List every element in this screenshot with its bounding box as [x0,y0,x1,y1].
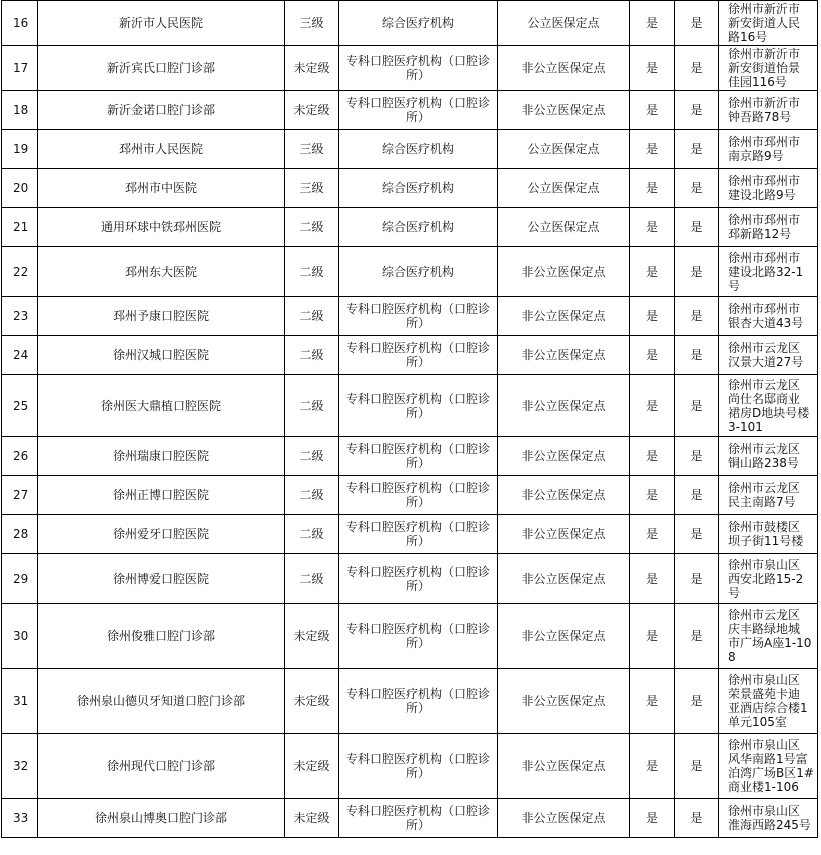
cell-flag-b: 是 [675,669,719,734]
cell-level: 未定级 [285,734,339,799]
cell-address [719,375,818,437]
table-row [2,208,818,247]
address-line: 建设北路9号 [728,188,796,202]
cell-level: 二级 [285,515,339,554]
address-line: 徐州市泉山区 [728,804,801,818]
address-line: 新安街道怡景 [728,61,801,75]
address-line: 新安街道人民 [728,16,801,30]
cell-flag-b: 是 [675,1,719,46]
cell-flag-a: 是 [630,669,675,734]
cell-number: 18 [2,91,38,130]
address-line: 徐州市泉山区 [728,738,801,752]
cell-flag-b: 是 [675,297,719,336]
address-line: 市广场A座1-10 [728,636,812,650]
address-line: 荣景盛苑卡迪 [728,687,801,701]
cell-institution-name: 徐州泉山博奥口腔门诊部 [38,799,285,838]
cell-institution-type: 综合医疗机构 [339,208,498,247]
cell-number: 20 [2,169,38,208]
cell-flag-b: 是 [675,476,719,515]
cell-number: 33 [2,799,38,838]
cell-number: 31 [2,669,38,734]
cell-address [719,336,818,375]
cell-flag-a: 是 [630,247,675,297]
cell-level: 二级 [285,476,339,515]
address-line: 建设北路32-1 [728,264,804,279]
cell-address [719,247,818,297]
cell-level: 三级 [285,130,339,169]
cell-level: 二级 [285,208,339,247]
address-line: 徐州市云龙区 [728,377,801,392]
cell-address [719,1,818,46]
cell-flag-b: 是 [675,46,719,91]
cell-number: 23 [2,297,38,336]
cell-level: 二级 [285,247,339,297]
cell-number: 16 [2,1,38,46]
cell-institution-name: 徐州爱牙口腔医院 [38,515,285,554]
address-line: 8 [728,650,736,664]
address-line: 徐州市邳州市 [728,135,801,149]
cell-insurance-category: 非公立医保定点 [498,437,630,476]
cell-number: 21 [2,208,38,247]
cell-institution-type: 专科口腔医疗机构（口腔诊所） [339,297,498,336]
table-row [2,169,818,208]
address-line: 商业楼1-106 [728,780,799,794]
cell-level: 二级 [285,554,339,604]
cell-address [719,604,818,669]
cell-insurance-category: 非公立医保定点 [498,91,630,130]
cell-insurance-category: 公立医保定点 [498,169,630,208]
cell-number: 26 [2,437,38,476]
cell-institution-name: 徐州俊雅口腔门诊部 [38,604,285,669]
cell-level: 二级 [285,437,339,476]
table-row [2,247,818,297]
cell-institution-type: 专科口腔医疗机构（口腔诊所） [339,46,498,91]
cell-address [719,297,818,336]
cell-flag-b: 是 [675,375,719,437]
cell-institution-name: 徐州汉城口腔医院 [38,336,285,375]
cell-flag-a: 是 [630,1,675,46]
cell-insurance-category: 公立医保定点 [498,130,630,169]
cell-flag-a: 是 [630,130,675,169]
cell-flag-b: 是 [675,91,719,130]
cell-institution-name: 徐州正博口腔医院 [38,476,285,515]
cell-insurance-category: 非公立医保定点 [498,515,630,554]
address-line: 徐州市云龙区 [728,608,801,622]
address-line: 风华南路1号富 [728,752,808,766]
cell-flag-a: 是 [630,375,675,437]
cell-institution-name: 邳州予康口腔医院 [38,297,285,336]
cell-insurance-category: 非公立医保定点 [498,734,630,799]
cell-institution-type: 专科口腔医疗机构（口腔诊所） [339,91,498,130]
address-line: 徐州市鼓楼区 [728,520,801,534]
address-line: 亚酒店综合楼1 [728,701,808,715]
cell-insurance-category: 非公立医保定点 [498,554,630,604]
cell-flag-a: 是 [630,799,675,838]
cell-level: 二级 [285,297,339,336]
table-row [2,734,818,799]
table-row [2,799,818,838]
cell-institution-name: 新沂金诺口腔门诊部 [38,91,285,130]
table-row [2,669,818,734]
cell-institution-type: 专科口腔医疗机构（口腔诊所） [339,669,498,734]
cell-institution-name: 新沂市人民医院 [38,1,285,46]
address-line: 路16号 [728,30,768,44]
cell-institution-name: 徐州现代口腔门诊部 [38,734,285,799]
cell-level: 未定级 [285,46,339,91]
cell-level: 未定级 [285,91,339,130]
cell-address [719,130,818,169]
cell-address [719,669,818,734]
cell-institution-name: 新沂宾氏口腔门诊部 [38,46,285,91]
cell-insurance-category: 公立医保定点 [498,208,630,247]
cell-insurance-category: 非公立医保定点 [498,604,630,669]
cell-flag-a: 是 [630,476,675,515]
cell-institution-type: 专科口腔医疗机构（口腔诊所） [339,734,498,799]
table-row [2,130,818,169]
cell-institution-name: 邳州东大医院 [38,247,285,297]
cell-flag-b: 是 [675,734,719,799]
address-line: 徐州市云龙区 [728,481,801,495]
address-line: 徐州市新沂市 [728,47,801,61]
cell-flag-a: 是 [630,208,675,247]
cell-institution-name: 邳州市中医院 [38,169,285,208]
cell-flag-a: 是 [630,336,675,375]
table-row [2,604,818,669]
cell-flag-b: 是 [675,336,719,375]
cell-number: 27 [2,476,38,515]
cell-flag-b: 是 [675,554,719,604]
address-line: 铜山路238号 [728,456,799,470]
cell-institution-type: 专科口腔医疗机构（口腔诊所） [339,604,498,669]
cell-institution-name: 徐州瑞康口腔医院 [38,437,285,476]
address-line: 徐州市新沂市 [728,2,801,16]
address-line: 徐州市云龙区 [728,442,801,456]
cell-insurance-category: 非公立医保定点 [498,476,630,515]
address-line: 泊湾广场B区1# [728,766,814,780]
cell-flag-b: 是 [675,604,719,669]
cell-number: 29 [2,554,38,604]
hospital-table [1,0,818,838]
cell-number: 24 [2,336,38,375]
cell-institution-type: 专科口腔医疗机构（口腔诊所） [339,554,498,604]
cell-flag-a: 是 [630,46,675,91]
cell-flag-a: 是 [630,169,675,208]
cell-number: 30 [2,604,38,669]
cell-institution-type: 专科口腔医疗机构（口腔诊所） [339,515,498,554]
table-row [2,437,818,476]
cell-flag-b: 是 [675,247,719,297]
cell-flag-b: 是 [675,515,719,554]
cell-flag-b: 是 [675,437,719,476]
address-line: 钟吾路78号 [728,110,792,124]
cell-institution-type: 专科口腔医疗机构（口腔诊所） [339,799,498,838]
cell-address [719,554,818,604]
cell-address [719,515,818,554]
cell-level: 三级 [285,169,339,208]
cell-address [719,208,818,247]
address-line: 3-101 [728,419,763,434]
cell-insurance-category: 非公立医保定点 [498,375,630,437]
cell-level: 三级 [285,1,339,46]
table-row [2,375,818,437]
address-line: 淮海西路245号 [728,818,811,832]
cell-address [719,476,818,515]
cell-level: 未定级 [285,669,339,734]
cell-number: 17 [2,46,38,91]
table-row [2,46,818,91]
cell-number: 19 [2,130,38,169]
cell-institution-type: 综合医疗机构 [339,130,498,169]
address-line: 徐州市邳州市 [728,213,801,227]
cell-insurance-category: 非公立医保定点 [498,669,630,734]
address-line: 徐州市邳州市 [728,302,801,316]
cell-insurance-category: 非公立医保定点 [498,799,630,838]
cell-flag-b: 是 [675,208,719,247]
cell-flag-a: 是 [630,515,675,554]
address-line: 徐州市新沂市 [728,96,801,110]
address-line: 南京路9号 [728,149,784,163]
address-line: 徐州市泉山区 [728,673,801,687]
cell-number: 28 [2,515,38,554]
cell-flag-a: 是 [630,297,675,336]
address-line: 徐州市邳州市 [728,174,801,188]
cell-flag-b: 是 [675,169,719,208]
cell-institution-type: 综合医疗机构 [339,247,498,297]
table-row [2,1,818,46]
cell-insurance-category: 非公立医保定点 [498,46,630,91]
cell-flag-a: 是 [630,604,675,669]
cell-institution-name: 徐州泉山德贝牙知道口腔门诊部 [38,669,285,734]
cell-insurance-category: 非公立医保定点 [498,336,630,375]
cell-institution-type: 专科口腔医疗机构（口腔诊所） [339,476,498,515]
cell-number: 25 [2,375,38,437]
cell-address [719,437,818,476]
cell-address [719,46,818,91]
cell-institution-name: 徐州博爱口腔医院 [38,554,285,604]
table-row [2,515,818,554]
table-body [2,1,818,838]
cell-institution-name: 通用环球中铁邳州医院 [38,208,285,247]
address-line: 邳新路12号 [728,227,792,241]
cell-flag-b: 是 [675,130,719,169]
address-line: 号 [728,585,741,600]
cell-flag-a: 是 [630,91,675,130]
cell-institution-name: 徐州医大鼎植口腔医院 [38,375,285,437]
cell-insurance-category: 非公立医保定点 [498,297,630,336]
cell-address [719,169,818,208]
address-line: 西安北路15-2 [728,571,804,586]
cell-number: 32 [2,734,38,799]
address-line: 汉景大道27号 [728,355,804,369]
table-row [2,554,818,604]
cell-flag-b: 是 [675,799,719,838]
cell-institution-type: 专科口腔医疗机构（口腔诊所） [339,336,498,375]
cell-institution-type: 专科口腔医疗机构（口腔诊所） [339,375,498,437]
address-line: 徐州市泉山区 [728,557,801,572]
cell-insurance-category: 公立医保定点 [498,1,630,46]
address-line: 民主南路7号 [728,495,796,509]
cell-address [719,734,818,799]
table-row [2,297,818,336]
cell-flag-a: 是 [630,734,675,799]
address-line: 佳园116号 [728,75,787,89]
cell-level: 二级 [285,375,339,437]
cell-insurance-category: 非公立医保定点 [498,247,630,297]
address-line: 单元105室 [728,715,787,729]
address-line: 银杏大道43号 [728,316,804,330]
cell-institution-type: 专科口腔医疗机构（口腔诊所） [339,437,498,476]
address-line: 裙房D地块号楼 [728,405,810,420]
cell-number: 22 [2,247,38,297]
cell-institution-type: 综合医疗机构 [339,169,498,208]
address-line: 徐州市云龙区 [728,341,801,355]
table-row [2,336,818,375]
cell-address [719,91,818,130]
cell-level: 二级 [285,336,339,375]
address-line: 徐州市邳州市 [728,250,801,265]
table-row [2,91,818,130]
table-row [2,476,818,515]
address-line: 坝子街11号楼 [728,534,804,548]
cell-institution-name: 邳州市人民医院 [38,130,285,169]
cell-address [719,799,818,838]
cell-flag-a: 是 [630,437,675,476]
cell-flag-a: 是 [630,554,675,604]
cell-institution-type: 综合医疗机构 [339,1,498,46]
address-line: 号 [728,278,741,293]
address-line: 庆丰路绿地城 [728,622,801,636]
address-line: 尚仕名邸商业 [728,391,801,406]
cell-level: 未定级 [285,604,339,669]
cell-level: 未定级 [285,799,339,838]
